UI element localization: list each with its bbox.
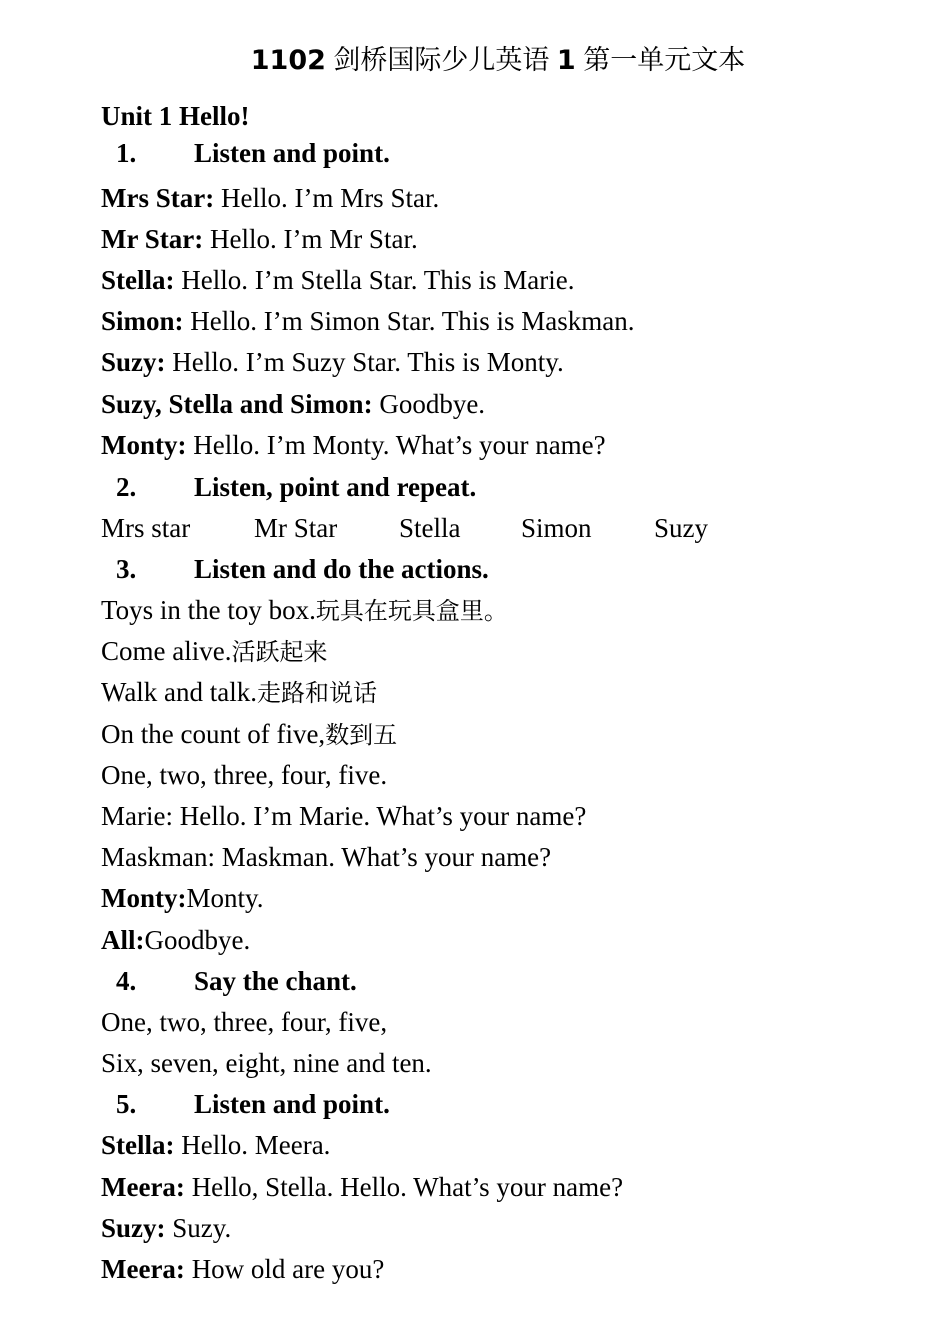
speaker: Stella: — [101, 265, 175, 295]
english-text: Come alive. — [101, 636, 232, 666]
dialogue-text: Hello. I’m Stella Star. This is Marie. — [174, 265, 575, 295]
speaker: Meera: — [101, 1254, 185, 1284]
section-label: Listen, point and repeat. — [194, 472, 477, 502]
dialogue-text: Hello. Meera. — [174, 1130, 331, 1160]
dialogue-line — [101, 881, 264, 915]
section-heading-3 — [116, 552, 489, 586]
speaker: Suzy: — [101, 347, 166, 377]
dialogue-line — [101, 1211, 231, 1245]
english-text: Maskman: Maskman. What’s your name? — [101, 842, 552, 872]
dialogue-text: Goodbye. — [144, 925, 251, 955]
dialogue-text: Hello. I’m Mrs Star. — [214, 183, 440, 213]
chant-line — [101, 758, 387, 792]
title-level: 1 — [556, 45, 576, 76]
section-number: 2. — [116, 472, 137, 502]
dialogue-line — [101, 428, 606, 462]
section-number: 5. — [116, 1089, 137, 1119]
chant-line — [101, 840, 551, 874]
dialogue-text: Hello. I’m Suzy Star. This is Monty. — [165, 347, 564, 377]
chinese-text: 数到五 — [325, 721, 398, 749]
section-heading-2 — [116, 470, 476, 504]
dialogue-line — [101, 1252, 384, 1286]
speaker: Monty: — [101, 430, 187, 460]
dialogue-text: Hello, Stella. Hello. What’s your name? — [184, 1172, 624, 1202]
english-text: Toys in the toy box. — [101, 595, 316, 625]
section-label: Listen and point. — [194, 1089, 390, 1119]
section-heading-4 — [116, 964, 357, 998]
chant-line: One, two, three, four, five, — [101, 1007, 388, 1037]
dialogue-line — [101, 345, 564, 379]
dialogue-line — [101, 387, 485, 421]
document-title — [0, 42, 950, 79]
name-list — [0, 511, 950, 545]
chant-line — [101, 634, 327, 669]
dialogue-line — [101, 923, 250, 957]
section-number: 1. — [116, 138, 137, 168]
english-text: Marie: Hello. I’m Marie. What’s your name? — [101, 801, 587, 831]
dialogue-text: How old are you? — [184, 1254, 385, 1284]
dialogue-line — [101, 181, 439, 215]
speaker: Mrs Star: — [101, 183, 215, 213]
title-text: 剑桥国际少儿英语 — [333, 45, 550, 76]
dialogue-text: Hello. I’m Mr Star. — [203, 224, 418, 254]
chant-line — [101, 799, 586, 833]
dialogue-text: Goodbye. — [372, 389, 486, 419]
speaker: Suzy, Stella and Simon: — [101, 389, 373, 419]
speaker: Suzy: — [101, 1213, 166, 1243]
speaker: Mr Star: — [101, 224, 204, 254]
chant-line — [101, 593, 508, 628]
speaker: All: — [101, 925, 145, 955]
chant-line — [101, 675, 377, 710]
chinese-text: 活跃起来 — [231, 638, 328, 666]
section-number: 4. — [116, 966, 137, 996]
english-text: Walk and talk. — [101, 677, 258, 707]
chinese-text: 走路和说话 — [257, 679, 378, 707]
section-number: 3. — [116, 554, 137, 584]
name-item: Simon — [521, 513, 592, 543]
title-unit: 第一单元文本 — [583, 45, 746, 76]
chant-line — [101, 717, 397, 752]
dialogue-line — [101, 304, 635, 338]
name-item: Suzy — [654, 513, 708, 543]
speaker: Simon: — [101, 306, 184, 336]
unit-heading: Unit 1 Hello! — [101, 101, 250, 131]
chinese-text: 玩具在玩具盒里。 — [315, 597, 508, 625]
dialogue-text: Hello. I’m Simon Star. This is Maskman. — [183, 306, 635, 336]
name-item: Mrs star — [101, 513, 191, 543]
title-code: 1102 — [250, 45, 326, 76]
dialogue-text: Hello. I’m Monty. What’s your name? — [186, 430, 606, 460]
section-label: Say the chant. — [194, 966, 357, 996]
english-text: On the count of five, — [101, 719, 326, 749]
english-text: One, two, three, four, five. — [101, 760, 388, 790]
chant-line: Six, seven, eight, nine and ten. — [101, 1048, 432, 1078]
dialogue-line — [101, 263, 574, 297]
speaker: Monty: — [101, 883, 187, 913]
section-label: Listen and point. — [194, 138, 390, 168]
section-heading-5 — [116, 1087, 390, 1121]
dialogue-line — [101, 1170, 623, 1204]
section-heading-1 — [116, 136, 390, 170]
dialogue-text: Monty. — [186, 883, 264, 913]
dialogue-line — [101, 222, 418, 256]
section-label: Listen and do the actions. — [194, 554, 489, 584]
name-item: Mr Star — [254, 513, 338, 543]
speaker: Meera: — [101, 1172, 185, 1202]
speaker: Stella: — [101, 1130, 175, 1160]
dialogue-text: Suzy. — [165, 1213, 232, 1243]
name-item: Stella — [399, 513, 461, 543]
dialogue-line — [101, 1128, 330, 1162]
